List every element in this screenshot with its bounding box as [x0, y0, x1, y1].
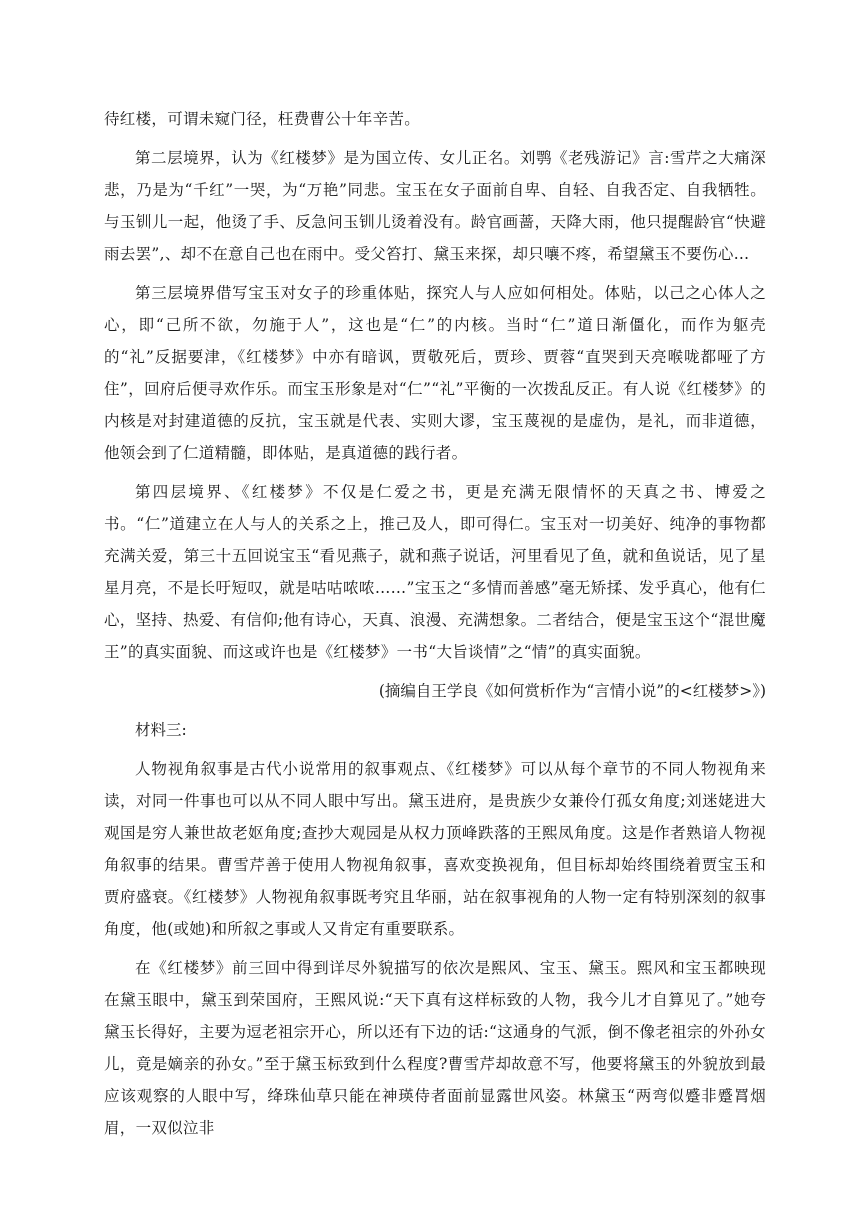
document-page — [104, 103, 766, 1151]
material-three-heading: 材料三: — [135, 721, 187, 739]
paragraph-first-three-chapters: 在《红楼梦》前三回中得到详尽外貌描写的依次是熙风、宝玉、黛玉。熙风和宝玉都映现在黛玉眼中，黛玉到荣国府，王熙风说:“天下真有这样标致的人物，我今儿才自算见了。”她夸黛玉长得好，主要为逗老祖宗开心，所以还有下边的话:“这通身的气派，倒不像老祖宗的外孙女儿，竟是嫡亲的孙女。”至于黛玉标致到什么程度?曹雪芹却故意不写，他要将黛玉的外貌放到最应该观察的人眼中写，绛珠仙草只能在神瑛侍者面前显露世风姿。林黛玉“两弯似蹙非蹙罥烟眉，一双似泣非 — [104, 959, 766, 1137]
paragraph-continuation: 待红楼，可谓未窥门径，枉费曹公十年辛苦。 — [104, 110, 421, 128]
paragraph-fourth-level: 第四层境界、《红楼梦》不仅是仁爱之书，更是充满无限情怀的天真之书、博爱之书。“仁”道建立在人与人的关系之上，推己及人，即可得仁。宝玉对一切美好、纯净的事物都充满关爱，第三十五回说宝玉“看见燕子，就和燕子说话，河里看见了鱼，就和鱼说话，见了星星月亮，不是长吁短叹，就是咕咕哝哝……”宝玉之“多情而善感”毫无矫揉、发乎真心，他有仁心，坚持、热爱、有信仰;他有诗心，天真、浪漫、充满想象。二者结合，便是宝玉这个“混世魔王”的真实面貌、而这或许也是《红楼梦》一书“大旨谈情”之“情”的真实面貌。 — [104, 483, 766, 661]
paragraph-second-level: 第二层境界，认为《红楼梦》是为国立传、女儿正名。刘鹗《老残游记》言:雪芹之大痛深悲，乃是为“千红”一哭，为“万艳”同悲。宝玉在女子面前自卑、自轻、自我否定、自我牺牲。与玉钏儿一起，他烫了手、反急问玉钏儿烫着没有。龄官画蔷，天降大雨，他只提醒龄官“快避雨去罢”,、却不在意自己也在雨中。受父笞打、黛玉来探，却只嚷不疼，希望黛玉不要伤心… — [104, 149, 766, 263]
paragraph-narrative-perspective: 人物视角叙事是古代小说常用的叙事观点、《红楼梦》可以从每个章节的不同人物视角来读，对同一件事也可以从不同人眼中写出。黛玉进府，是贵族少女兼伶仃孤女角度;刘迷姥进大观国是穷人兼世故老妪角度;查抄大观园是从权力顶峰跌落的王熙凤角度。这是作者熟谙人物视角叙事的结果。曹雪芹善于使用人物视角叙事，喜欢变换视角，但目标却始终围绕着贾宝玉和贾府盛衰。《红楼梦》人物视角叙事既考究且华丽，站在叙事视角的人物一定有特别深刻的叙事角度，他(或她)和所叙之事或人又肯定有重要联系。 — [104, 760, 766, 938]
paragraph-third-level: 第三层境界借写宝玉对女子的珍重体贴，探究人与人应如何相处。体贴，以己之心体人之心，即“己所不欲，勿施于人”，这也是“仁”的内核。当时“仁”道日渐僵化，而作为躯壳的“礼”反据要津，《红楼梦》中亦有暗讽，贾敬死后，贾珍、贾蓉“直哭到天亮喉咙都哑了方住”，回府后便寻欢作乐。而宝玉形象是对“仁”“礼”平衡的一次拨乱反正。有人说《红楼梦》的内核是对封建道德的反抗，宝玉就是代表、实则大谬，宝玉蔑视的是虚伪，是礼，而非道德，他领会到了仁道精髓，即体贴，是真道德的践行者。 — [104, 284, 766, 462]
source-citation: (摘编自王学良《如何赏析作为“言情小说”的<红楼梦>》) — [378, 682, 766, 700]
